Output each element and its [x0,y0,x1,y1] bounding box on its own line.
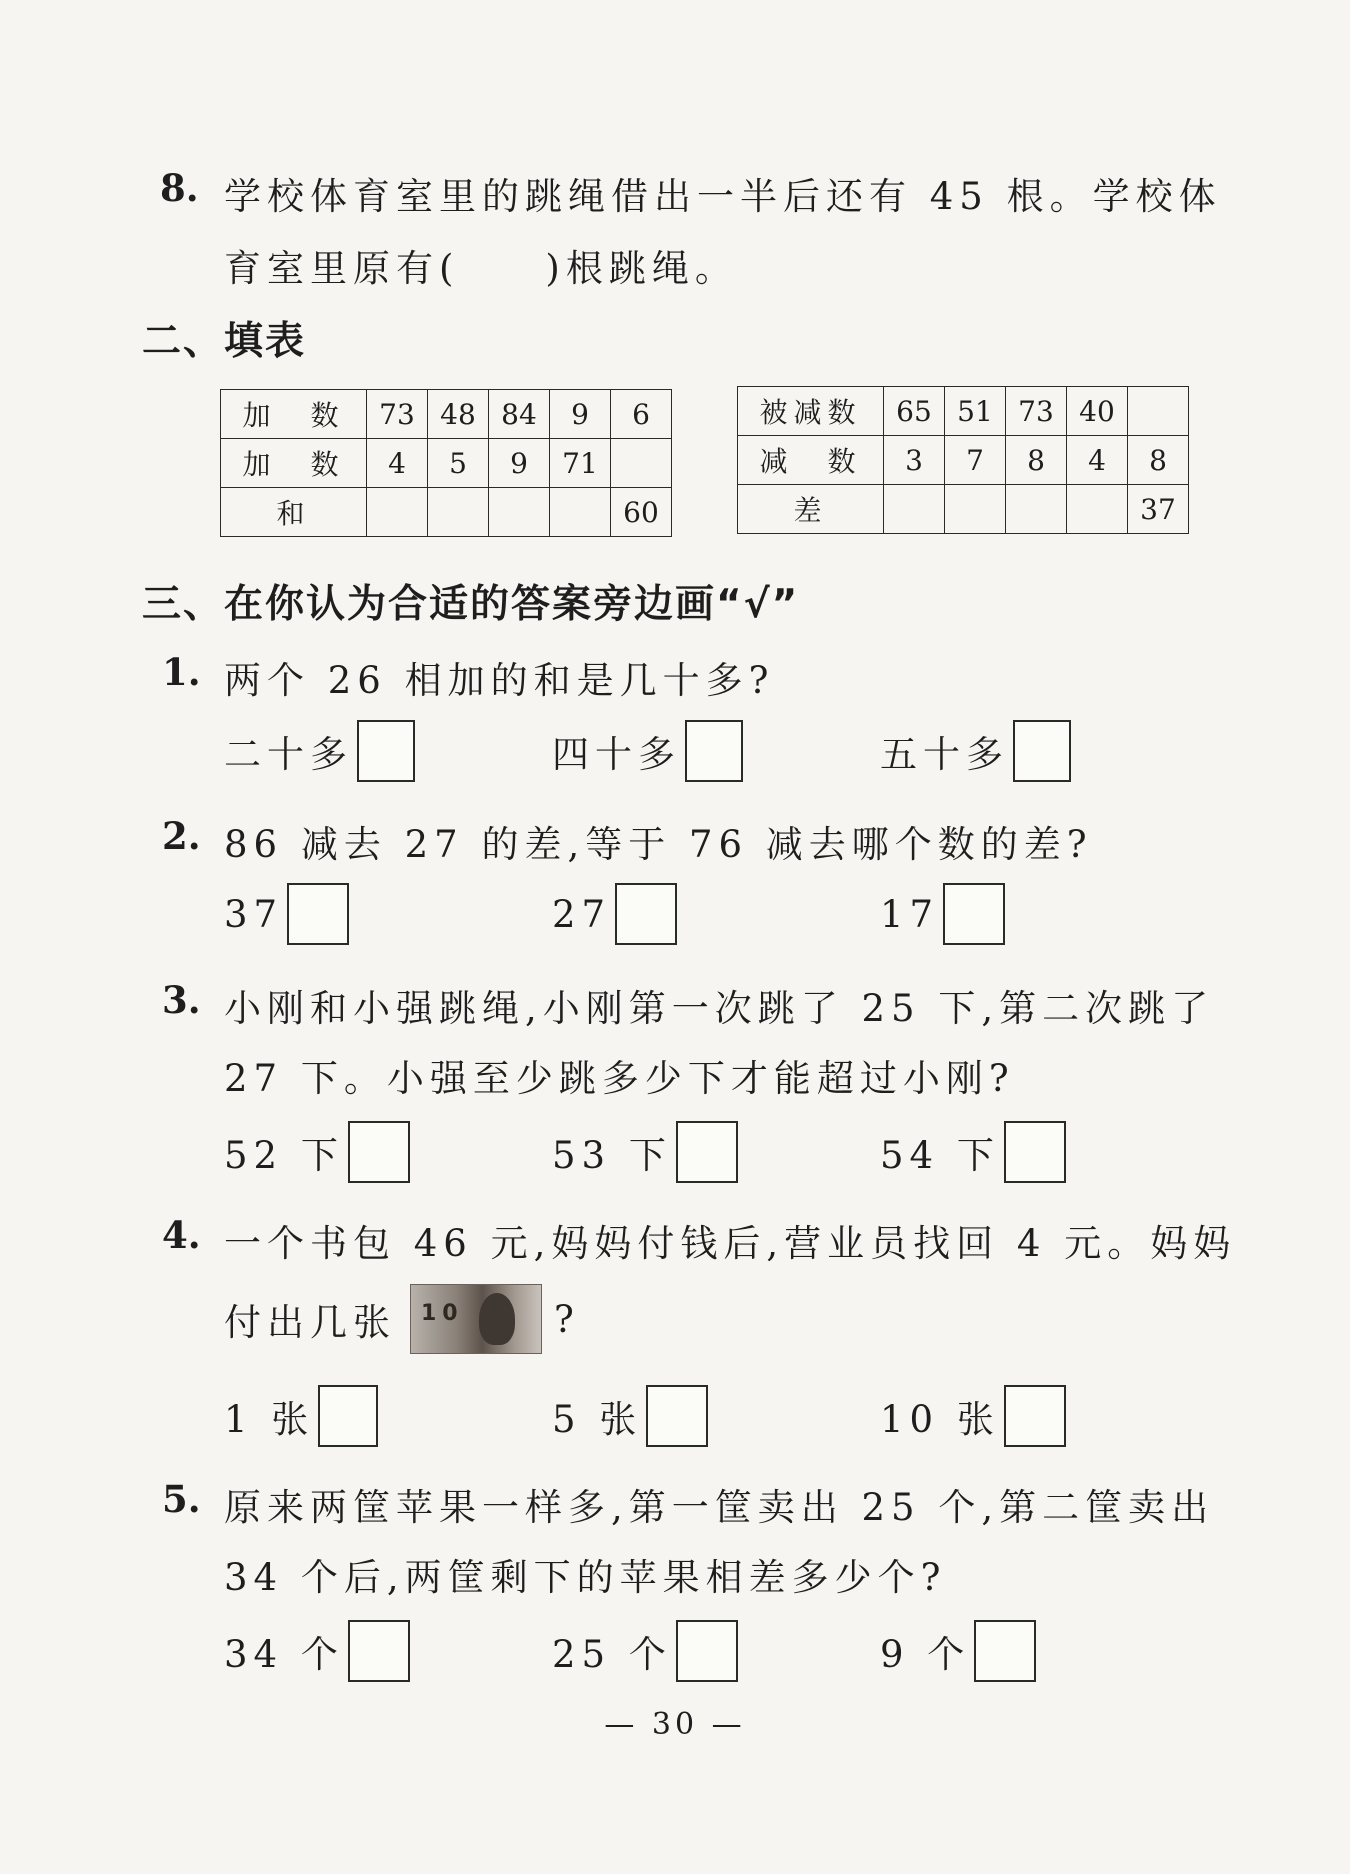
subtraction-table-row [738,485,1189,534]
q4-option-c-label: 10 张 [880,1398,1000,1441]
q3-option-c-label: 54 下 [880,1134,1000,1177]
q3-option-a-checkbox[interactable] [348,1121,410,1183]
q1-option-c-label: 五十多 [880,733,1009,776]
subtraction-table-cell[interactable] [884,485,945,534]
q5-option-a [224,1620,410,1682]
addition-table-cell[interactable] [489,488,550,537]
addition-table-cell: 9 [550,390,611,439]
q5-line-2: 34 个后,两筐剩下的苹果相差多少个? [224,1556,947,1599]
q4-option-c [880,1385,1066,1447]
addition-table-row-header: 和 [221,488,367,537]
q1-option-c-checkbox[interactable] [1013,720,1071,782]
q4-line-2 [224,1284,580,1354]
q2-number: 2. [162,814,201,858]
subtraction-table-row-header: 减 数 [738,436,884,485]
subtraction-table-cell: 3 [884,436,945,485]
addition-table-cell: 71 [550,439,611,488]
q1-option-b-checkbox[interactable] [685,720,743,782]
addition-table-cell: 6 [611,390,672,439]
banknote-denomination: 10 [421,1301,464,1326]
addition-table-cell: 9 [489,439,550,488]
q3-option-b-label: 53 下 [552,1134,672,1177]
q2-option-c [880,883,1005,945]
subtraction-table-cell[interactable] [1006,485,1067,534]
section-2-title: 二、填表 [142,319,307,364]
q5-option-b-checkbox[interactable] [676,1620,738,1682]
q3-line-1: 小刚和小强跳绳,小刚第一次跳了 25 下,第二次跳了 [224,987,1215,1030]
q4-option-c-checkbox[interactable] [1004,1385,1066,1447]
addition-table-cell: 48 [428,390,489,439]
q2-option-a-checkbox[interactable] [287,883,349,945]
q8-number: 8. [160,166,199,210]
addition-table-cell[interactable] [428,488,489,537]
addition-table-cell: 5 [428,439,489,488]
q4-line-2-suffix: ? [554,1297,580,1341]
q1-option-a [224,720,415,782]
section-3-title: 三、在你认为合适的答案旁边画“√” [142,582,800,627]
addition-table-cell: 4 [367,439,428,488]
q1-number: 1. [162,650,201,694]
addition-table [220,389,672,537]
q3-option-a [224,1121,410,1183]
subtraction-table-cell: 65 [884,387,945,436]
addition-table-row-header: 加 数 [221,439,367,488]
q1-option-a-checkbox[interactable] [357,720,415,782]
banknote-portrait [479,1293,515,1345]
addition-table-row-header: 加 数 [221,390,367,439]
q2-option-a-label: 37 [224,892,284,936]
q2-option-c-checkbox[interactable] [943,883,1005,945]
subtraction-table [737,386,1189,534]
subtraction-table-cell[interactable] [1067,485,1128,534]
q4-option-a-checkbox[interactable] [318,1385,378,1447]
page-number: — 30 — [604,1707,746,1742]
q4-line-1: 一个书包 46 元,妈妈付钱后,营业员找回 4 元。妈妈 [224,1222,1237,1265]
q4-option-b-checkbox[interactable] [646,1385,708,1447]
addition-table-cell: 84 [489,390,550,439]
subtraction-table-cell: 37 [1128,485,1189,534]
q5-option-c [880,1620,1036,1682]
subtraction-table-cell: 8 [1006,436,1067,485]
ten-yuan-banknote-image [410,1284,542,1354]
subtraction-table-cell: 40 [1067,387,1128,436]
subtraction-table-row-header: 差 [738,485,884,534]
addition-table-cell: 73 [367,390,428,439]
addition-table-cell[interactable] [367,488,428,537]
q2-option-c-label: 17 [880,892,940,936]
q2-option-a [224,883,349,945]
q3-option-c-checkbox[interactable] [1004,1121,1066,1183]
q3-option-b [552,1121,738,1183]
q2-option-b-checkbox[interactable] [615,883,677,945]
subtraction-table-cell: 7 [945,436,1006,485]
q5-option-b-label: 25 个 [552,1633,672,1676]
q1-option-b [552,720,743,782]
addition-table-cell[interactable] [550,488,611,537]
q3-option-a-label: 52 下 [224,1134,344,1177]
addition-table-cell: 60 [611,488,672,537]
q8-line-2: 育室里原有( )根跳绳。 [224,247,738,290]
q1-line-1: 两个 26 相加的和是几十多? [224,659,775,702]
subtraction-table-cell: 4 [1067,436,1128,485]
q4-option-a [224,1385,378,1447]
q5-option-b [552,1620,738,1682]
addition-table-row [221,390,672,439]
addition-table-row [221,439,672,488]
q1-option-c [880,720,1071,782]
q2-line-1: 86 减去 27 的差,等于 76 减去哪个数的差? [224,823,1093,866]
subtraction-table-cell[interactable] [945,485,1006,534]
q1-option-b-label: 四十多 [552,733,681,776]
q4-line-2-prefix: 付出几张 [224,1301,396,1344]
q5-option-c-checkbox[interactable] [974,1620,1036,1682]
q5-option-a-checkbox[interactable] [348,1620,410,1682]
subtraction-table-cell[interactable] [1128,387,1189,436]
q4-option-b-label: 5 张 [552,1398,643,1441]
q3-option-c [880,1121,1066,1183]
q3-option-b-checkbox[interactable] [676,1121,738,1183]
subtraction-table-row [738,436,1189,485]
q4-option-b [552,1385,708,1447]
subtraction-table-cell: 8 [1128,436,1189,485]
subtraction-table-row [738,387,1189,436]
q8-line-1: 学校体育室里的跳绳借出一半后还有 45 根。学校体 [224,175,1222,218]
q3-number: 3. [162,978,201,1022]
addition-table-row [221,488,672,537]
q1-option-a-label: 二十多 [224,733,353,776]
q4-number: 4. [162,1213,201,1257]
subtraction-table-row-header: 被减数 [738,387,884,436]
subtraction-table-cell: 73 [1006,387,1067,436]
subtraction-table-cell: 51 [945,387,1006,436]
q2-option-b [552,883,677,945]
q2-option-b-label: 27 [552,892,612,936]
q5-number: 5. [162,1477,201,1521]
q5-line-1: 原来两筐苹果一样多,第一筐卖出 25 个,第二筐卖出 [224,1486,1215,1529]
q3-line-2: 27 下。小强至少跳多少下才能超过小刚? [224,1057,1015,1100]
q4-option-a-label: 1 张 [224,1398,315,1441]
q5-option-a-label: 34 个 [224,1633,344,1676]
addition-table-cell[interactable] [611,439,672,488]
q5-option-c-label: 9 个 [880,1633,971,1676]
